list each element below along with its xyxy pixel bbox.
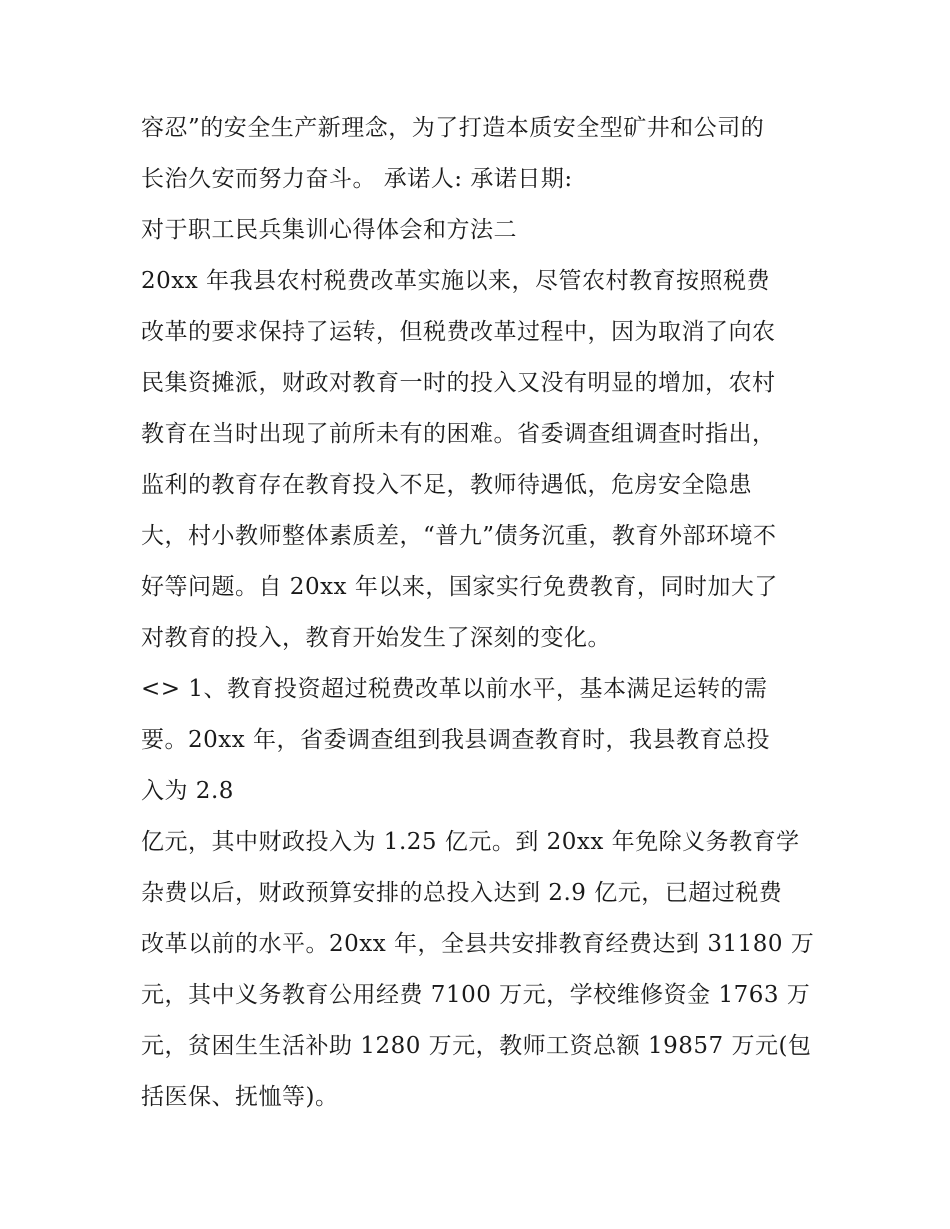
text-line-8: 监利的教育存在教育投入不足，教师待遇低，危房安全隐患 (141, 472, 752, 498)
text-line-17: 改革以前的水平。20xx 年，全县共安排教育经费达到 31180 万 (141, 931, 815, 957)
text-line-10: 好等问题。自 20xx 年以来，国家实行免费教育，同时加大了 (141, 574, 778, 600)
text-line-6: 民集资摊派，财政对教育一时的投入又没有明显的增加，农村 (141, 370, 776, 396)
text-line-11: 对教育的投入，教育开始发生了深刻的变化。 (141, 625, 611, 651)
text-line-12: <> 1、教育投资超过税费改革以前水平，基本满足运转的需 (141, 676, 768, 702)
text-line-16: 杂费以后，财政预算安排的总投入达到 2.9 亿元，已超过税费 (141, 880, 783, 906)
text-line-9: 大，村小教师整体素质差，“普九”债务沉重，教育外部环境不 (141, 523, 777, 549)
section-heading: 对于职工民兵集训心得体会和方法二 (141, 217, 517, 243)
text-line-2: 长治久安而努力奋斗。 承诺人: 承诺日期: (141, 166, 573, 192)
document-body (141, 103, 821, 1123)
text-line-14: 入为 2.8 (141, 778, 234, 804)
text-line-19: 元，贫困生生活补助 1280 万元，教师工资总额 19857 万元(包 (141, 1033, 812, 1059)
text-line-5: 改革的要求保持了运转，但税费改革过程中，因为取消了向农 (141, 319, 776, 345)
text-line-7: 教育在当时出现了前所未有的困难。省委调查组调查时指出， (141, 421, 776, 447)
text-line-20: 括医保、抚恤等)。 (141, 1084, 339, 1110)
text-line-18: 元，其中义务教育公用经费 7100 万元，学校维修资金 1763 万 (141, 982, 811, 1008)
text-line-4: 20xx 年我县农村税费改革实施以来，尽管农村教育按照税费 (141, 268, 771, 294)
text-line-13: 要。20xx 年，省委调查组到我县调查教育时，我县教育总投 (141, 727, 771, 753)
text-line-15: 亿元，其中财政投入为 1.25 亿元。到 20xx 年免除义务教育学 (141, 829, 800, 855)
text-line-1: 容忍”的安全生产新理念，为了打造本质安全型矿井和公司的 (141, 115, 765, 141)
